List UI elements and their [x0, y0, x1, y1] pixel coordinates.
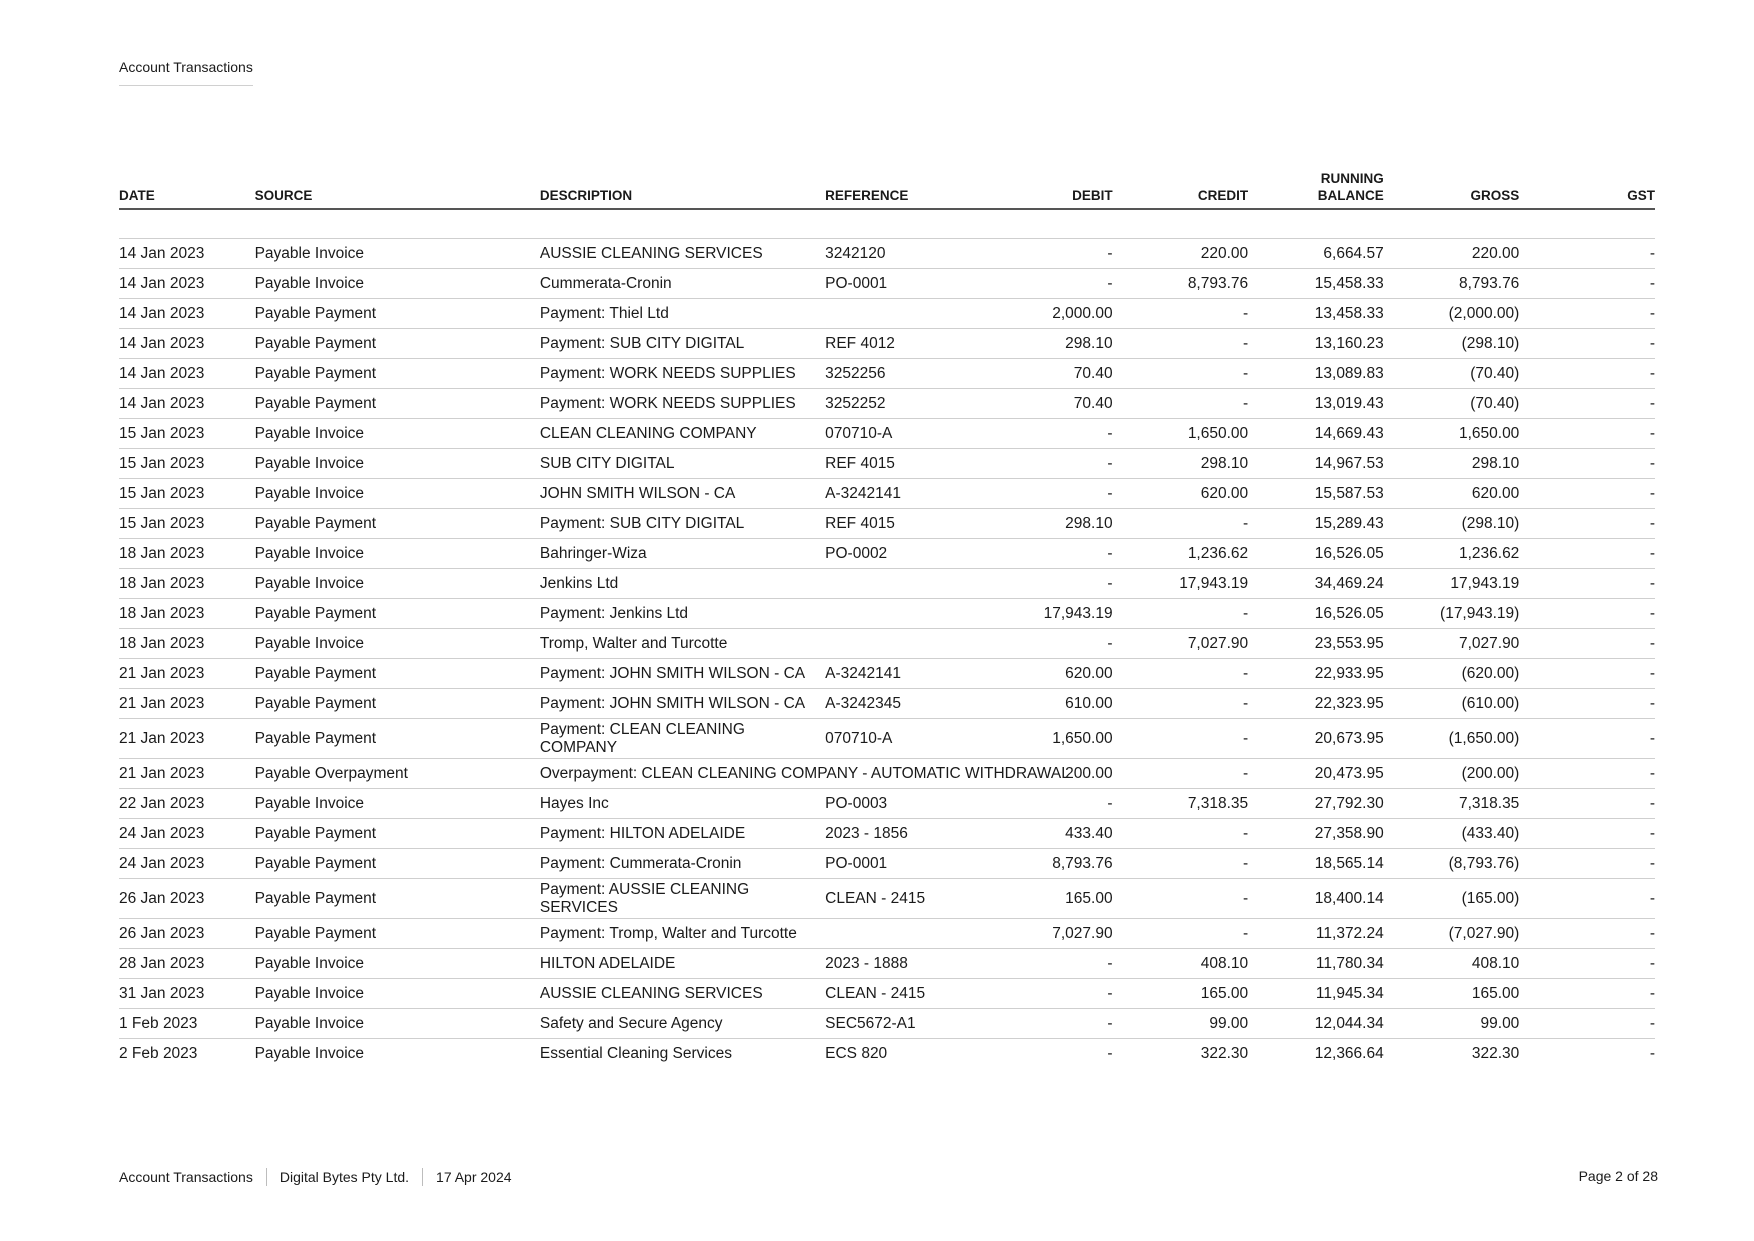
cell-credit: 165.00	[1113, 979, 1249, 1009]
cell-gross: 17,943.19	[1384, 569, 1520, 599]
cell-debit: -	[977, 979, 1113, 1009]
cell-date: 15 Jan 2023	[119, 509, 255, 539]
cell-gst: -	[1519, 389, 1655, 419]
cell-running-balance: 11,372.24	[1248, 919, 1384, 949]
cell-reference: 3242120	[825, 239, 977, 269]
cell-gst: -	[1519, 689, 1655, 719]
table-row	[119, 329, 1655, 359]
cell-reference: 070710-A	[825, 419, 977, 449]
cell-date: 15 Jan 2023	[119, 479, 255, 509]
cell-debit: 17,943.19	[977, 599, 1113, 629]
cell-date: 18 Jan 2023	[119, 539, 255, 569]
cell-date: 14 Jan 2023	[119, 329, 255, 359]
cell-reference: PO-0001	[825, 849, 977, 879]
cell-running-balance: 34,469.24	[1248, 569, 1384, 599]
table-row	[119, 239, 1655, 269]
cell-gross: (8,793.76)	[1384, 849, 1520, 879]
cell-description: Payment: JOHN SMITH WILSON - CA	[540, 659, 825, 689]
table-row	[119, 299, 1655, 329]
cell-gst: -	[1519, 719, 1655, 759]
cell-description: AUSSIE CLEANING SERVICES	[540, 979, 825, 1009]
cell-date: 18 Jan 2023	[119, 629, 255, 659]
table-row	[119, 569, 1655, 599]
cell-credit: 7,027.90	[1113, 629, 1249, 659]
cell-description: CLEAN CLEANING COMPANY	[540, 419, 825, 449]
cell-running-balance: 6,664.57	[1248, 239, 1384, 269]
table-row	[119, 949, 1655, 979]
cell-running-balance: 18,400.14	[1248, 879, 1384, 919]
cell-description: Tromp, Walter and Turcotte	[540, 629, 825, 659]
table-row	[119, 659, 1655, 689]
cell-gross: (165.00)	[1384, 879, 1520, 919]
cell-date: 21 Jan 2023	[119, 689, 255, 719]
cell-gross: 7,318.35	[1384, 789, 1520, 819]
cell-date: 18 Jan 2023	[119, 569, 255, 599]
cell-debit: -	[977, 949, 1113, 979]
cell-gross: 99.00	[1384, 1009, 1520, 1039]
cell-date: 15 Jan 2023	[119, 449, 255, 479]
running-balance-line1: RUNNING	[1320, 171, 1384, 186]
cell-date: 1 Feb 2023	[119, 1009, 255, 1039]
cell-source: Payable Payment	[255, 509, 540, 539]
cell-gst: -	[1519, 509, 1655, 539]
cell-source: Payable Invoice	[255, 629, 540, 659]
table-row	[119, 419, 1655, 449]
cell-source: Payable Invoice	[255, 979, 540, 1009]
cell-reference	[825, 629, 977, 659]
cell-date: 26 Jan 2023	[119, 879, 255, 919]
cell-debit: 620.00	[977, 659, 1113, 689]
cell-gst: -	[1519, 599, 1655, 629]
cell-credit: 408.10	[1113, 949, 1249, 979]
cell-running-balance: 15,587.53	[1248, 479, 1384, 509]
cell-source: Payable Payment	[255, 849, 540, 879]
cell-running-balance: 13,019.43	[1248, 389, 1384, 419]
cell-gross: 7,027.90	[1384, 629, 1520, 659]
cell-reference: 2023 - 1888	[825, 949, 977, 979]
cell-source: Payable Payment	[255, 879, 540, 919]
cell-running-balance: 23,553.95	[1248, 629, 1384, 659]
cell-debit: -	[977, 269, 1113, 299]
cell-gst: -	[1519, 789, 1655, 819]
cell-source: Payable Invoice	[255, 449, 540, 479]
cell-date: 21 Jan 2023	[119, 759, 255, 789]
cell-date: 18 Jan 2023	[119, 599, 255, 629]
cell-description: Payment: Tromp, Walter and Turcotte	[540, 919, 825, 949]
cell-reference: REF 4012	[825, 329, 977, 359]
cell-reference: 3252252	[825, 389, 977, 419]
cell-debit: -	[977, 239, 1113, 269]
cell-debit: -	[977, 449, 1113, 479]
cell-gst: -	[1519, 419, 1655, 449]
cell-credit: -	[1113, 919, 1249, 949]
cell-gross: (433.40)	[1384, 819, 1520, 849]
cell-date: 15 Jan 2023	[119, 419, 255, 449]
cell-debit: 8,793.76	[977, 849, 1113, 879]
cell-gst: -	[1519, 879, 1655, 919]
transactions-table-wrapper	[119, 170, 1655, 1068]
cell-description: Essential Cleaning Services	[539, 1044, 732, 1062]
cell-description: HILTON ADELAIDE	[540, 949, 825, 979]
cell-gross: (298.10)	[1384, 509, 1520, 539]
column-header-reference: REFERENCE	[825, 170, 977, 209]
cell-debit: 70.40	[977, 359, 1113, 389]
cell-gst: -	[1649, 1044, 1655, 1062]
cell-reference	[825, 569, 977, 599]
cell-gross: 1,236.62	[1384, 539, 1520, 569]
cell-gst: -	[1519, 329, 1655, 359]
cell-credit: -	[1113, 329, 1249, 359]
cell-date: 21 Jan 2023	[119, 659, 255, 689]
cell-description: Cummerata-Cronin	[540, 269, 825, 299]
cell-debit: 298.10	[977, 509, 1113, 539]
cell-debit: -	[977, 789, 1113, 819]
cell-gross: (1,650.00)	[1384, 719, 1520, 759]
cell-source: Payable Payment	[255, 599, 540, 629]
cell-running-balance: 15,458.33	[1248, 269, 1384, 299]
cell-description: Payment: JOHN SMITH WILSON - CA	[540, 689, 825, 719]
cell-description: Payment: SUB CITY DIGITAL	[540, 329, 825, 359]
cell-source: Payable Payment	[255, 359, 540, 389]
page-footer	[119, 1168, 512, 1186]
cell-reference: CLEAN - 2415	[825, 979, 977, 1009]
cell-debit: 610.00	[977, 689, 1113, 719]
cell-credit: 620.00	[1113, 479, 1249, 509]
cell-running-balance: 14,669.43	[1248, 419, 1384, 449]
cell-gross: 1,650.00	[1384, 419, 1520, 449]
cell-date: 31 Jan 2023	[119, 979, 255, 1009]
column-header-gross: GROSS	[1384, 170, 1520, 209]
cell-date: 24 Jan 2023	[119, 849, 255, 879]
cell-running-balance: 13,089.83	[1248, 359, 1384, 389]
column-header-description: DESCRIPTION	[540, 170, 825, 209]
cell-reference: 2023 - 1856	[825, 819, 977, 849]
cell-credit: -	[1113, 509, 1249, 539]
cell-source: Payable Invoice	[255, 569, 540, 599]
cell-source: Payable Payment	[255, 299, 540, 329]
cell-description: Payment: WORK NEEDS SUPPLIES	[540, 389, 825, 419]
cell-debit: -	[977, 419, 1113, 449]
table-row	[119, 269, 1655, 299]
cell-description: Payment: AUSSIE CLEANING SERVICES	[540, 879, 825, 919]
cell-gst: -	[1519, 919, 1655, 949]
transactions-table	[119, 170, 1655, 1068]
cell-source: Payable Overpayment	[255, 759, 540, 789]
cell-source: Payable Payment	[255, 919, 540, 949]
cell-credit: -	[1113, 879, 1249, 919]
cell-debit: 2,000.00	[977, 299, 1113, 329]
table-row	[119, 849, 1655, 879]
cell-running-balance: 13,160.23	[1248, 329, 1384, 359]
cell-reference: A-3242141	[825, 659, 977, 689]
cell-description: Jenkins Ltd	[540, 569, 825, 599]
cell-description: SUB CITY DIGITAL	[540, 449, 825, 479]
cell-source: Payable Payment	[255, 389, 540, 419]
cell-running-balance: 14,967.53	[1248, 449, 1384, 479]
cell-gross: 165.00	[1384, 979, 1520, 1009]
cell-debit: 200.00	[977, 759, 1113, 789]
cell-source: Payable Invoice	[255, 269, 540, 299]
cell-running-balance: 16,526.05	[1248, 599, 1384, 629]
cell-credit: 7,318.35	[1113, 789, 1249, 819]
cell-reference: ECS 820	[825, 1044, 888, 1062]
footer-report-date: 17 Apr 2024	[436, 1169, 512, 1185]
cell-reference	[825, 299, 977, 329]
cell-running-balance: 11,945.34	[1248, 979, 1384, 1009]
page-title: Account Transactions	[119, 59, 253, 86]
table-row	[119, 1039, 1655, 1069]
cell-source: Payable Invoice	[255, 239, 540, 269]
cell-reference: 3252256	[825, 359, 977, 389]
cell-running-balance: 27,792.30	[1248, 789, 1384, 819]
column-header-date: DATE	[119, 170, 255, 209]
cell-gross: 8,793.76	[1384, 269, 1520, 299]
cell-gst: -	[1519, 479, 1655, 509]
table-row	[119, 599, 1655, 629]
column-header-credit: CREDIT	[1113, 170, 1249, 209]
cell-credit: -	[1113, 849, 1249, 879]
cell-date: 2 Feb 2023	[119, 1044, 198, 1062]
cell-reference: REF 4015	[825, 449, 977, 479]
cell-credit: -	[1113, 659, 1249, 689]
cell-gst: -	[1519, 269, 1655, 299]
cell-gst: -	[1519, 849, 1655, 879]
cell-description: Payment: CLEAN CLEANING COMPANY	[540, 719, 825, 759]
table-row	[119, 479, 1655, 509]
cell-gst: -	[1519, 449, 1655, 479]
cell-running-balance: 13,458.33	[1248, 299, 1384, 329]
column-header-source: SOURCE	[255, 170, 540, 209]
footer-report-name: Account Transactions	[119, 1169, 253, 1185]
cell-reference: PO-0003	[825, 789, 977, 819]
table-row	[119, 509, 1655, 539]
cell-description: Payment: Thiel Ltd	[540, 299, 825, 329]
table-row	[119, 879, 1655, 919]
table-row	[119, 979, 1655, 1009]
cell-description: JOHN SMITH WILSON - CA	[540, 479, 825, 509]
cell-source: Payable Payment	[255, 329, 540, 359]
cell-debit: 70.40	[977, 389, 1113, 419]
cell-gross: 298.10	[1384, 449, 1520, 479]
cell-running-balance: 18,565.14	[1248, 849, 1384, 879]
cell-description: Overpayment: CLEAN CLEANING COMPANY - AUTOMATIC WITHDRAWAL	[540, 759, 825, 789]
cell-gst: -	[1519, 979, 1655, 1009]
cell-gst: -	[1519, 359, 1655, 389]
cell-gst: -	[1519, 239, 1655, 269]
cell-running-balance: 20,473.95	[1248, 759, 1384, 789]
cell-running-balance: 15,289.43	[1248, 509, 1384, 539]
table-body	[119, 209, 1655, 1068]
cell-debit: 1,650.00	[977, 719, 1113, 759]
cell-credit: -	[1113, 359, 1249, 389]
table-row	[119, 1009, 1655, 1039]
footer-divider	[266, 1168, 267, 1186]
cell-reference: 070710-A	[825, 719, 977, 759]
cell-running-balance: 11,780.34	[1248, 949, 1384, 979]
cell-reference: SEC5672-A1	[825, 1009, 977, 1039]
cell-credit: -	[1113, 299, 1249, 329]
table-header-row	[119, 170, 1655, 209]
cell-debit: 433.40	[977, 819, 1113, 849]
cell-date: 26 Jan 2023	[119, 919, 255, 949]
cell-credit: -	[1113, 599, 1249, 629]
column-header-running-balance	[1248, 170, 1384, 209]
cell-gst: -	[1519, 759, 1655, 789]
cell-source: Payable Invoice	[255, 789, 540, 819]
cell-debit: -	[977, 569, 1113, 599]
table-row	[119, 789, 1655, 819]
cell-credit: 99.00	[1113, 1009, 1249, 1039]
cell-source: Payable Payment	[255, 819, 540, 849]
cell-debit: -	[977, 1009, 1113, 1039]
cell-source: Payable Invoice	[255, 949, 540, 979]
cell-gst: -	[1519, 629, 1655, 659]
cell-debit: -	[977, 629, 1113, 659]
cell-credit: 1,650.00	[1113, 419, 1249, 449]
cell-credit: 8,793.76	[1113, 269, 1249, 299]
cell-credit: -	[1113, 819, 1249, 849]
cell-gst: -	[1519, 1009, 1655, 1039]
table-row	[119, 689, 1655, 719]
cell-credit: 298.10	[1113, 449, 1249, 479]
cell-date: 22 Jan 2023	[119, 789, 255, 819]
cell-gst: -	[1519, 659, 1655, 689]
cell-date: 14 Jan 2023	[119, 389, 255, 419]
cell-reference: A-3242141	[825, 479, 977, 509]
cell-credit: -	[1113, 389, 1249, 419]
cell-source: Payable Payment	[255, 719, 540, 759]
cell-date: 28 Jan 2023	[119, 949, 255, 979]
cell-source: Payable Payment	[255, 689, 540, 719]
cell-date: 21 Jan 2023	[119, 719, 255, 759]
cell-running-balance: 12,366.64	[1314, 1044, 1384, 1062]
cell-date: 14 Jan 2023	[119, 299, 255, 329]
cell-gst: -	[1519, 299, 1655, 329]
column-header-gst: GST	[1519, 170, 1655, 209]
cell-gst: -	[1519, 539, 1655, 569]
cell-debit: -	[977, 539, 1113, 569]
cell-description: Payment: WORK NEEDS SUPPLIES	[540, 359, 825, 389]
running-balance-line2: BALANCE	[1317, 188, 1384, 203]
cell-description: AUSSIE CLEANING SERVICES	[540, 239, 825, 269]
cell-gross: 620.00	[1384, 479, 1520, 509]
cell-debit: -	[977, 479, 1113, 509]
cell-source: Payable Invoice	[255, 479, 540, 509]
cell-reference: PO-0001	[825, 269, 977, 299]
cell-source: Payable Payment	[255, 659, 540, 689]
cell-credit: -	[1113, 689, 1249, 719]
cell-gst: -	[1519, 569, 1655, 599]
cell-description: Safety and Secure Agency	[540, 1009, 825, 1039]
cell-gross: 220.00	[1384, 239, 1520, 269]
cell-gross: (17,943.19)	[1384, 599, 1520, 629]
cell-source: Payable Invoice	[255, 1009, 540, 1039]
table-row	[119, 539, 1655, 569]
table-row	[119, 449, 1655, 479]
cell-debit: 165.00	[977, 879, 1113, 919]
footer-company-name: Digital Bytes Pty Ltd.	[279, 1169, 410, 1185]
cell-description: Payment: Cummerata-Cronin	[540, 849, 825, 879]
cell-gross: (200.00)	[1384, 759, 1520, 789]
cell-description: Payment: HILTON ADELAIDE	[540, 819, 825, 849]
cell-gross: (298.10)	[1384, 329, 1520, 359]
cell-gst: -	[1519, 949, 1655, 979]
cell-running-balance: 20,673.95	[1248, 719, 1384, 759]
cell-gross: (70.40)	[1384, 359, 1520, 389]
cell-credit: 220.00	[1113, 239, 1249, 269]
cell-gross: (620.00)	[1384, 659, 1520, 689]
cell-description: Hayes Inc	[540, 789, 825, 819]
cell-credit: -	[1113, 719, 1249, 759]
cell-gross: 322.30	[1471, 1044, 1520, 1062]
table-row	[119, 819, 1655, 849]
cell-date: 14 Jan 2023	[119, 269, 255, 299]
table-row	[119, 359, 1655, 389]
cell-date: 14 Jan 2023	[119, 239, 255, 269]
cell-gross: (610.00)	[1384, 689, 1520, 719]
cell-gross: (2,000.00)	[1384, 299, 1520, 329]
column-header-debit: DEBIT	[977, 170, 1113, 209]
cell-gst: -	[1519, 819, 1655, 849]
cell-credit: 1,236.62	[1113, 539, 1249, 569]
cell-debit: 298.10	[977, 329, 1113, 359]
cell-reference: PO-0002	[825, 539, 977, 569]
cell-gross: 408.10	[1384, 949, 1520, 979]
table-row	[119, 719, 1655, 759]
cell-reference: REF 4015	[825, 509, 977, 539]
table-row	[119, 759, 1655, 789]
cell-gross: (70.40)	[1384, 389, 1520, 419]
cell-running-balance: 22,323.95	[1248, 689, 1384, 719]
cell-source: Payable Invoice	[254, 1044, 365, 1062]
cell-description: Payment: SUB CITY DIGITAL	[540, 509, 825, 539]
cell-debit: -	[1107, 1044, 1113, 1062]
cell-credit: 322.30	[1200, 1044, 1249, 1062]
table-row	[119, 629, 1655, 659]
cell-source: Payable Invoice	[255, 419, 540, 449]
cell-source: Payable Invoice	[255, 539, 540, 569]
table-row	[119, 919, 1655, 949]
cell-running-balance: 22,933.95	[1248, 659, 1384, 689]
cell-description: Bahringer-Wiza	[540, 539, 825, 569]
cell-credit: -	[1113, 759, 1249, 789]
cell-date: 24 Jan 2023	[119, 819, 255, 849]
cell-reference	[825, 599, 977, 629]
cell-reference: A-3242345	[825, 689, 977, 719]
cell-running-balance: 16,526.05	[1248, 539, 1384, 569]
cell-reference	[825, 919, 977, 949]
cell-debit: 7,027.90	[977, 919, 1113, 949]
cell-reference: CLEAN - 2415	[825, 879, 977, 919]
table-spacer-row	[119, 209, 1655, 239]
page-number: Page 2 of 28	[1578, 1168, 1658, 1184]
cell-running-balance: 27,358.90	[1248, 819, 1384, 849]
cell-credit: 17,943.19	[1113, 569, 1249, 599]
cell-description: Payment: Jenkins Ltd	[540, 599, 825, 629]
cell-date: 14 Jan 2023	[119, 359, 255, 389]
footer-divider	[422, 1168, 423, 1186]
cell-running-balance: 12,044.34	[1248, 1009, 1384, 1039]
table-row	[119, 389, 1655, 419]
cell-gross: (7,027.90)	[1384, 919, 1520, 949]
